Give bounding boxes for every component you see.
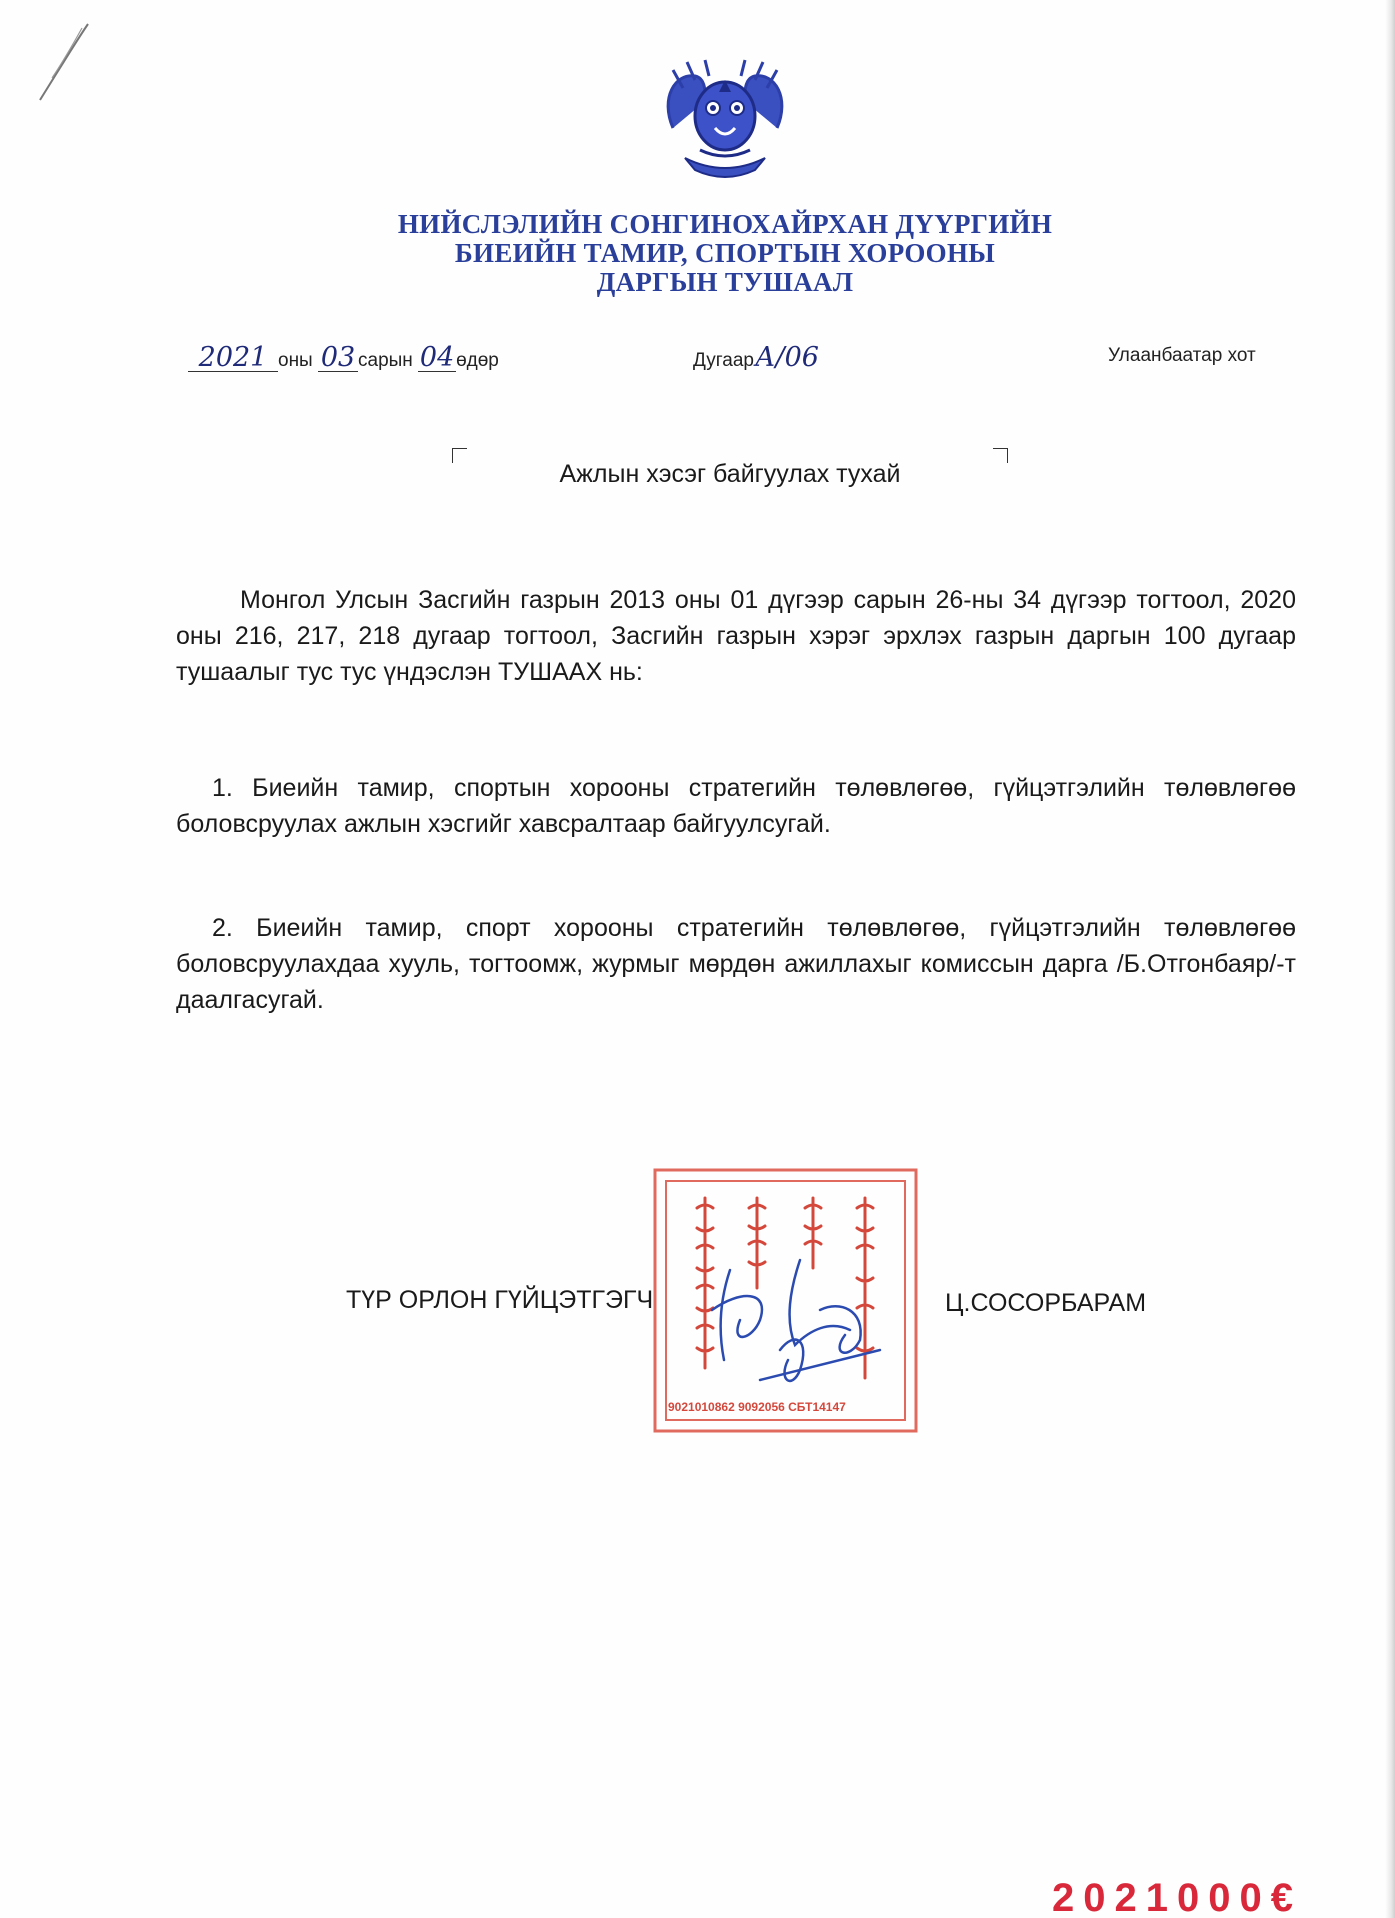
garuda-emblem-icon — [655, 58, 795, 188]
body-item-2: 2. Биеийн тамир, спорт хорооны стратегийн төлөвлөгөө, гүйцэтгэлийн төлөвлөгөө боловсруулахдаа хууль, тогтоомж, журмыг мөрдөн ажиллахыг комиссын дарга /Б.Отгонбаяр/-т даалгасугай. — [176, 914, 1296, 1014]
document-subject: Ажлын хэсэг байгуулах тухай — [559, 460, 901, 488]
signer-name: Ц.СОСОРБАРАМ — [945, 1289, 1147, 1317]
registration-number: 2021000€ — [1052, 1876, 1302, 1918]
page-edge-shadow — [1385, 0, 1395, 1918]
handwritten-signature — [700, 1250, 900, 1400]
date-month: 03 — [318, 345, 358, 372]
number-label: Дугаар — [693, 350, 754, 371]
date-day-suffix: өдөр — [456, 350, 499, 371]
document-date — [188, 342, 499, 373]
header-line-3: ДАРГЫН ТУШААЛ — [596, 267, 854, 297]
document-city: Улаанбаатар хот — [1108, 345, 1256, 366]
header-line-1: НИЙСЛЭЛИЙН СОНГИНОХАЙРХАН ДҮҮРГИЙН — [397, 209, 1053, 239]
date-month-suffix: сарын — [358, 350, 413, 371]
date-year-suffix: оны — [278, 350, 313, 371]
body-intro: Монгол Улсын Засгийн газрын 2013 оны 01 дүгээр сарын 26-ны 34 дүгээр тогтоол, 2020 оны 216, 217, 218 дугаар тогтоол, Засгийн газрын хэрэг эрхлэх газрын даргын 100 дугаар тушаалыг тус тус үндэслэн ТУШААХ нь: — [176, 586, 1296, 686]
date-day: 04 — [419, 342, 455, 373]
date-year: 2021 — [188, 345, 278, 372]
header-line-2: БИЕИЙН ТАМИР, СПОРТЫН ХОРООНЫ — [454, 238, 996, 268]
pencil-mark — [30, 18, 100, 108]
number-value: А/06 — [755, 342, 819, 373]
signer-title: ТҮР ОРЛОН ГҮЙЦЭТГЭГЧ — [346, 1286, 654, 1314]
stamp-registration-text: 9021010862 9092056 СБТ14147 — [668, 1400, 846, 1414]
organization-header — [280, 210, 1170, 297]
document-number — [693, 342, 820, 373]
body-item-1: 1. Биеийн тамир, спортын хорооны стратегийн төлөвлөгөө, гүйцэтгэлийн төлөвлөгөө боловсруулах ажлын хэсгийг хавсралтаар байгуулсугай. — [176, 774, 1296, 838]
